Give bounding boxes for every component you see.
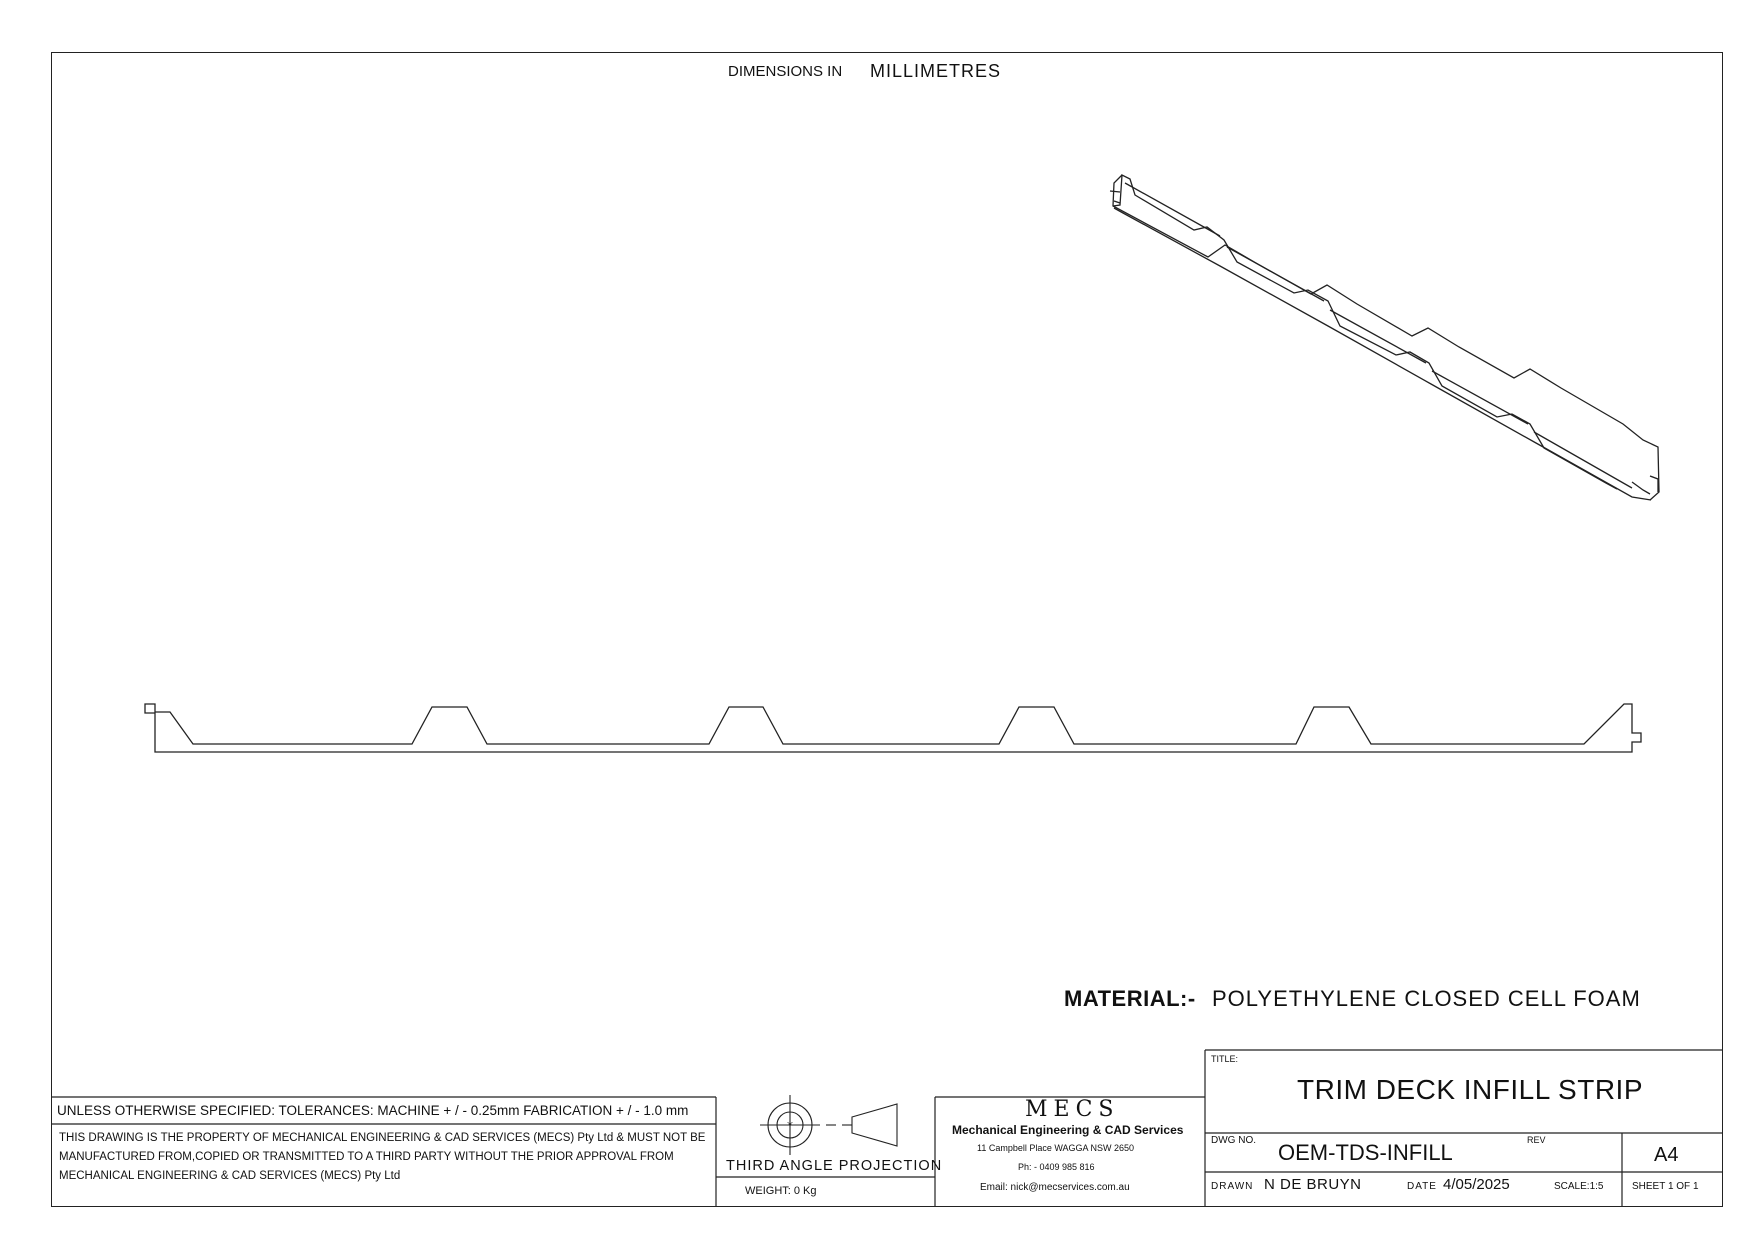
- drawn-label: DRAWN: [1211, 1181, 1254, 1192]
- dimensions-label: DIMENSIONS IN: [728, 63, 843, 80]
- sheet-number: SHEET 1 OF 1: [1632, 1181, 1699, 1192]
- company-logo: MECS: [1025, 1097, 1120, 1122]
- company-phone: Ph: - 0409 985 816: [1018, 1162, 1095, 1172]
- third-angle-projection-icon: [760, 1095, 897, 1155]
- sheet-size: A4: [1654, 1144, 1679, 1166]
- tolerances-note: UNLESS OTHERWISE SPECIFIED: TOLERANCES: MACHINE + / - 0.25mm FABRICATION + / - 1.0 mm: [57, 1103, 689, 1118]
- infill-strip-isometric-view: [1110, 175, 1659, 500]
- company-name: Mechanical Engineering & CAD Services: [952, 1123, 1184, 1137]
- date-value: 4/05/2025: [1443, 1176, 1510, 1193]
- dimensions-unit: MILLIMETRES: [870, 61, 1002, 81]
- property-notice: THIS DRAWING IS THE PROPERTY OF MECHANICAL ENGINEERING & CAD SERVICES (MECS) Pty Ltd & MUST NOT BE MANUFACTURED FROM,COPIED OR TRANSMITTED TO A THIRD PARTY WITHOUT THE PRIOR APPROVAL FROM MECHANICAL ENGINEERING & CAD SERVICES (MECS) Pty Ltd: [59, 1132, 706, 1182]
- material-label: MATERIAL:-: [1064, 986, 1196, 1011]
- company-address: 11 Campbell Place WAGGA NSW 2650: [977, 1143, 1135, 1153]
- drawn-by: N DE BRUYN: [1264, 1176, 1362, 1193]
- title-label: TITLE:: [1211, 1054, 1239, 1064]
- svg-text:*: *: [787, 1119, 793, 1133]
- dwg-no-value: OEM-TDS-INFILL: [1278, 1140, 1453, 1165]
- dwg-no-label: DWG NO.: [1211, 1135, 1256, 1146]
- company-email: Email: nick@mecservices.com.au: [980, 1182, 1130, 1193]
- weight-value: WEIGHT: 0 Kg: [745, 1185, 817, 1197]
- rev-label: REV: [1527, 1135, 1546, 1145]
- infill-strip-profile-view: [145, 704, 1641, 752]
- drawing-title: TRIM DECK INFILL STRIP: [1297, 1074, 1644, 1105]
- projection-label: THIRD ANGLE PROJECTION: [726, 1158, 943, 1174]
- material-value: POLYETHYLENE CLOSED CELL FOAM: [1212, 986, 1641, 1011]
- date-label: DATE: [1407, 1181, 1437, 1192]
- scale-value: SCALE:1:5: [1554, 1181, 1604, 1192]
